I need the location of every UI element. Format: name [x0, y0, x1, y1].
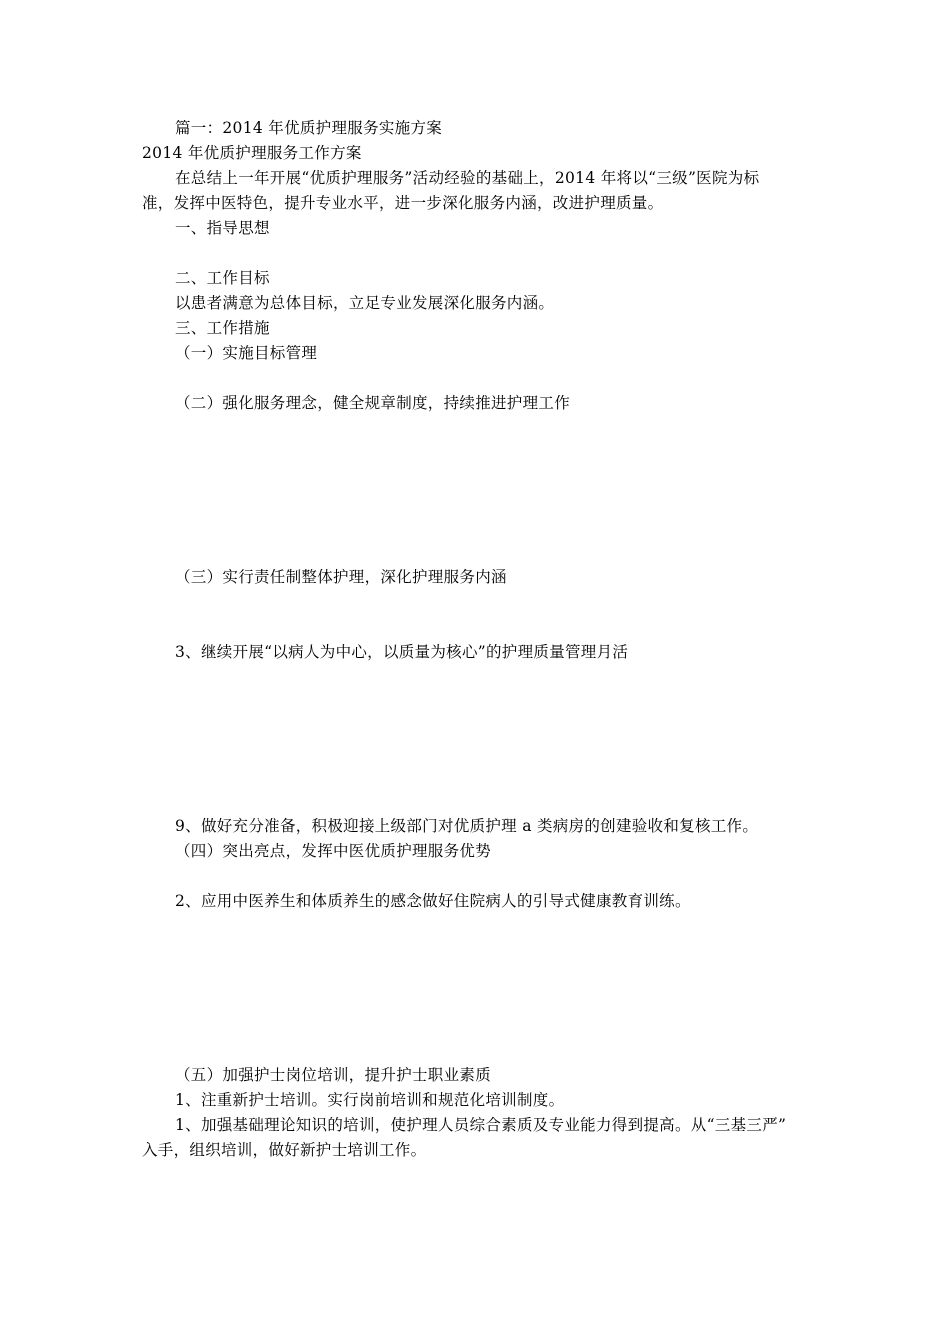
measure-heading-2: （二）强化服务理念，健全规章制度，持续推进护理工作 [175, 394, 571, 412]
measure-heading-4: （四）突出亮点，发挥中医优质护理服务优势 [175, 842, 492, 860]
section-heading-guiding-ideology: 一、指导思想 [175, 219, 270, 237]
document-title: 篇一：2014 年优质护理服务实施方案 [175, 119, 443, 137]
list-item-2: 2、应用中医养生和体质养生的感念做好住院病人的引导式健康教育训练。 [175, 892, 691, 910]
section-heading-work-goals: 二、工作目标 [175, 269, 270, 287]
measure-heading-5: （五）加强护士岗位培训，提升护士职业素质 [175, 1066, 492, 1084]
training-item-2-line2: 入手，组织培训，做好新护士培训工作。 [142, 1141, 427, 1159]
measure-heading-3: （三）实行责任制整体护理，深化护理服务内涵 [175, 568, 507, 586]
section-heading-work-measures: 三、工作措施 [175, 319, 270, 337]
intro-paragraph-line1: 在总结上一年开展“优质护理服务”活动经验的基础上，2014 年将以“三级”医院为标 [175, 169, 760, 187]
intro-paragraph-line2: 准，发挥中医特色，提升专业水平，进一步深化服务内涵，改进护理质量。 [142, 194, 664, 212]
training-item-1: 1、注重新护士培训。实行岗前培训和规范化培训制度。 [175, 1091, 565, 1109]
list-item-3: 3、继续开展“以病人为中心，以质量为核心”的护理质量管理月活 [175, 643, 629, 661]
measure-heading-1: （一）实施目标管理 [175, 344, 318, 362]
training-item-2-line1: 1、加强基础理论知识的培训，使护理人员综合素质及专业能力得到提高。从“三基三严” [175, 1116, 787, 1134]
document-subtitle: 2014 年优质护理服务工作方案 [142, 144, 362, 162]
list-item-9: 9、做好充分准备，积极迎接上级部门对优质护理 a 类病房的创建验收和复核工作。 [175, 817, 759, 835]
goal-text: 以患者满意为总体目标，立足专业发展深化服务内涵。 [175, 294, 555, 312]
